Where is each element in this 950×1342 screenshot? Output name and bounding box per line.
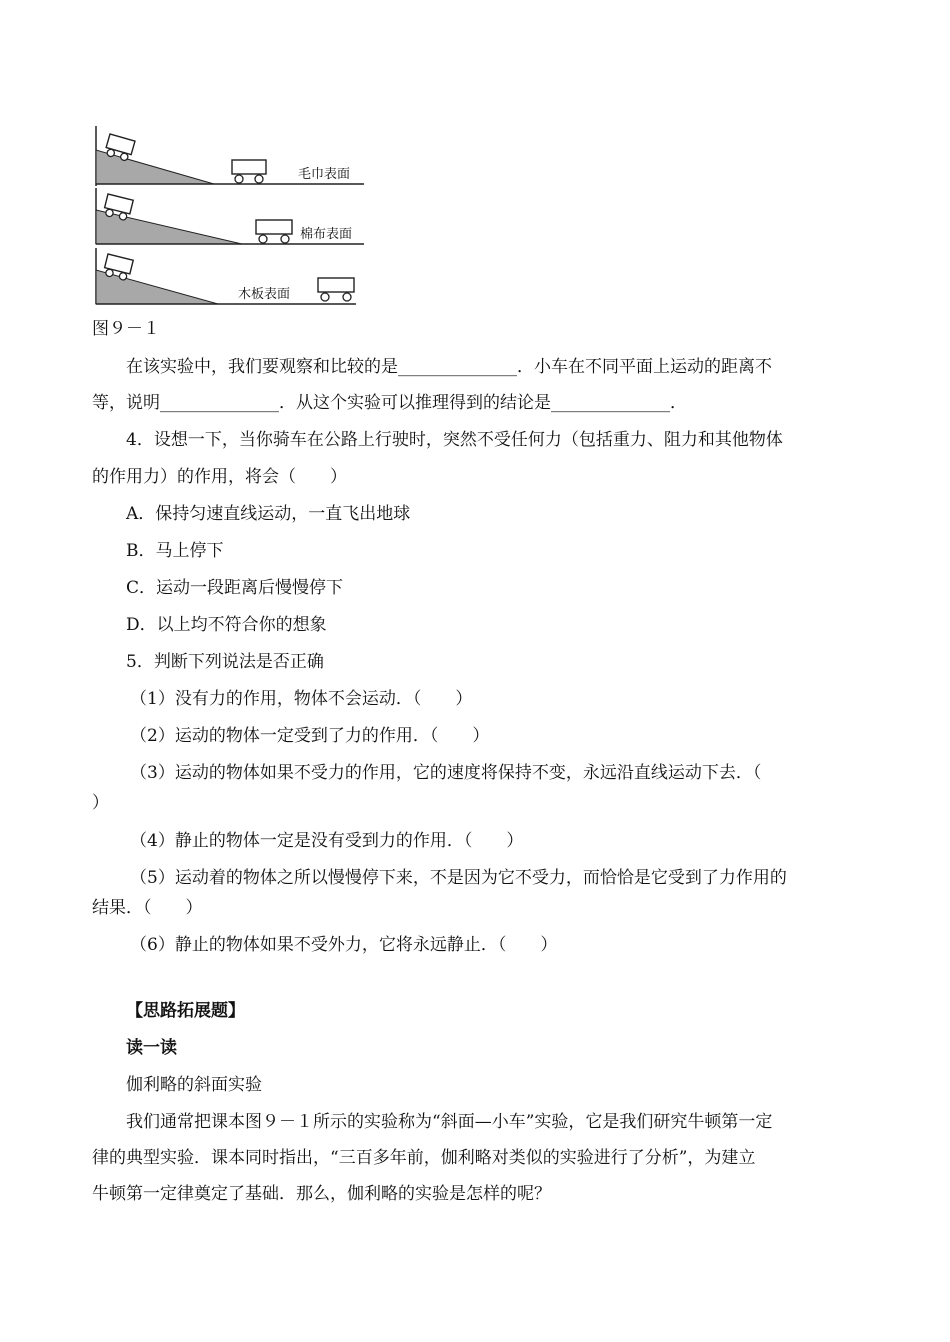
q5-item-5-line2: 结果．（ ） (92, 898, 203, 918)
panel-cotton-surface (96, 188, 364, 244)
article-paragraph-line3: 牛顿第一定律奠定了基础．那么，伽利略的实验是怎样的呢？ (92, 1184, 551, 1204)
cart-on-surface (232, 160, 266, 183)
q5-item-1: （1）没有力的作用，物体不会运动．（ ） (130, 689, 473, 709)
cart-on-surface (256, 220, 292, 243)
label-wood-surface: 木板表面 (238, 287, 291, 302)
article-paragraph-line2: 律的典型实验．课本同时指出，“三百多年前，伽利略对类似的实验进行了分析”，为建立 (92, 1148, 756, 1168)
q4-option-c: C．运动一段距离后慢慢停下 (126, 578, 344, 598)
figure-caption: 图９－１ (92, 319, 160, 339)
q5-item-3-line2: ） (92, 793, 109, 813)
q3-text-line1: 在该实验中，我们要观察和比较的是______________．小车在不同平面上运动的距离不 (126, 357, 772, 377)
panel-wood-surface (96, 248, 356, 304)
article-title: 伽利略的斜面实验 (126, 1075, 262, 1095)
q4-option-d: D．以上均不符合你的想象 (126, 615, 327, 635)
cart-on-surface (318, 278, 354, 301)
section-subheading: 读一读 (126, 1038, 177, 1058)
panel-towel-surface (96, 126, 364, 186)
incline-cart-figure (92, 120, 372, 310)
q5-item-4: （4）静止的物体一定是没有受到力的作用．（ ） (130, 831, 524, 851)
q5-item-6: （6）静止的物体如果不受外力，它将永远静止．（ ） (130, 935, 558, 955)
section-heading: 【思路拓展题】 (126, 1001, 245, 1021)
q5-item-5-line1: （5）运动着的物体之所以慢慢停下来，不是因为它不受力，而恰恰是它受到了力作用的 (130, 868, 787, 888)
article-paragraph-line1: 我们通常把课本图９－１所示的实验称为“斜面—小车”实验，它是我们研究牛顿第一定 (126, 1112, 773, 1132)
label-cotton-surface: 棉布表面 (300, 227, 353, 242)
q5-item-3-line1: （3）运动的物体如果不受力的作用，它的速度将保持不变，永远沿直线运动下去．（ (130, 763, 762, 783)
incline-cart-diagram (92, 120, 372, 310)
q3-text-line2: 等，说明______________．从这个实验可以推理得到的结论是______________． (92, 393, 687, 413)
q5-item-2: （2）运动的物体一定受到了力的作用．（ ） (130, 726, 490, 746)
q4-option-b: B．马上停下 (126, 541, 224, 561)
q4-text-line1: 4．设想一下，当你骑车在公路上行驶时，突然不受任何力（包括重力、阻力和其他物体 (126, 430, 783, 450)
q4-text-line2: 的作用力）的作用，将会（ ） (92, 467, 347, 487)
q4-option-a: A．保持匀速直线运动，一直飞出地球 (126, 504, 411, 524)
label-towel-surface: 毛巾表面 (298, 167, 351, 182)
q5-title: 5．判断下列说法是否正确 (126, 652, 324, 672)
